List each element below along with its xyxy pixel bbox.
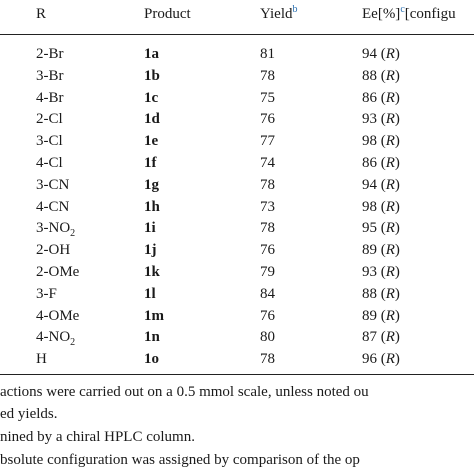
table-row (0, 107, 474, 131)
table-row (0, 129, 474, 153)
table-row (0, 173, 474, 197)
cell-r: 3-Cl (36, 133, 63, 150)
table-row (0, 304, 474, 328)
cell-product: 1i (144, 220, 156, 237)
cell-ee: 98 (R) (362, 133, 400, 150)
cell-r: 4-OMe (36, 307, 80, 324)
cell-ee: 88 (R) (362, 67, 400, 84)
cell-yield: 75 (260, 89, 275, 106)
table-row (0, 325, 474, 349)
cell-r: 2-OH (36, 242, 71, 259)
table-row (0, 216, 474, 240)
cell-r: 2-Cl (36, 111, 63, 128)
footnote-line: actions were carried out on a 0.5 mmol scale, unless noted ou (0, 384, 369, 400)
cell-ee: 89 (R) (362, 242, 400, 259)
cell-yield: 76 (260, 307, 275, 324)
cell-yield: 77 (260, 133, 275, 150)
cell-ee: 87 (R) (362, 329, 400, 346)
cell-product: 1b (144, 67, 160, 84)
cell-product: 1o (144, 351, 159, 368)
header-product: Product (144, 6, 191, 22)
bottom-rule (0, 374, 474, 375)
cell-yield: 80 (260, 329, 275, 346)
header-r: R (36, 6, 47, 22)
header-ee: Ee[%]$^c$[configu (362, 4, 456, 22)
cell-yield: 81 (260, 46, 275, 62)
cell-ee: 98 (R) (362, 198, 400, 215)
header-yield: Yield$^b$ (260, 4, 298, 22)
cell-product: 1j (144, 242, 157, 259)
header-rule (0, 34, 474, 35)
cell-product: 1h (144, 198, 160, 215)
table-row (0, 86, 474, 110)
cell-product: 1d (144, 111, 160, 128)
table-header (0, 2, 474, 26)
cell-yield: 79 (260, 264, 275, 280)
cell-ee: 89 (R) (362, 307, 400, 324)
table-row (0, 282, 474, 306)
footnote-line: ed yields. (0, 406, 58, 422)
cell-yield: 78 (260, 351, 275, 368)
cell-product: 1k (144, 264, 160, 280)
cell-product: 1l (144, 285, 156, 302)
cell-r: 3-Br (36, 67, 64, 84)
cell-ee: 96 (R) (362, 351, 400, 368)
cell-r: 4-CN (36, 198, 70, 215)
cell-ee: 88 (R) (362, 285, 400, 302)
cell-r: $3-NO_2$ (36, 220, 76, 240)
table-row (0, 151, 474, 175)
footnote-marker-b: b (292, 4, 298, 15)
cell-ee: 86 (R) (362, 89, 400, 106)
cell-yield: 73 (260, 198, 275, 215)
cell-r: 3-F (36, 285, 57, 302)
cell-product: 1e (144, 133, 159, 150)
cell-yield: 76 (260, 242, 275, 259)
cell-ee: 93 (R) (362, 111, 400, 128)
cell-ee: 86 (R) (362, 155, 400, 171)
cell-r: 2-Br (36, 46, 64, 62)
cell-yield: 78 (260, 176, 275, 193)
cell-product: 1c (144, 89, 159, 106)
cell-r: 4-Br (36, 89, 64, 106)
cell-ee: 95 (R) (362, 220, 400, 237)
table-row (0, 195, 474, 219)
cell-product: 1g (144, 176, 159, 193)
cell-yield: 78 (260, 220, 275, 237)
cell-r: 2-OMe (36, 264, 80, 280)
cell-ee: 93 (R) (362, 264, 400, 280)
footnote-line: nined by a chiral HPLC column. (0, 429, 195, 445)
footnote-marker-c: c (400, 4, 405, 15)
cell-ee: 94 (R) (362, 46, 400, 62)
cell-product: 1m (144, 307, 164, 324)
cell-r: 3-CN (36, 176, 70, 193)
cell-r: 4-Cl (36, 155, 63, 171)
cell-yield: 76 (260, 111, 275, 128)
cell-r: H (36, 351, 47, 368)
cell-yield: 84 (260, 285, 275, 302)
cell-product: 1f (144, 155, 157, 171)
cell-ee: 94 (R) (362, 176, 400, 193)
cell-yield: 74 (260, 155, 275, 171)
footnote-line: bsolute configuration was assigned by comparison of the op (0, 452, 360, 468)
cell-product: 1n (144, 329, 160, 346)
cell-product: 1a (144, 46, 159, 62)
cell-r: $4-NO_2$ (36, 329, 76, 349)
table-row (0, 64, 474, 88)
table-row (0, 347, 474, 371)
table-row (0, 42, 474, 66)
table-row (0, 260, 474, 284)
cell-yield: 78 (260, 67, 275, 84)
table-row (0, 238, 474, 262)
